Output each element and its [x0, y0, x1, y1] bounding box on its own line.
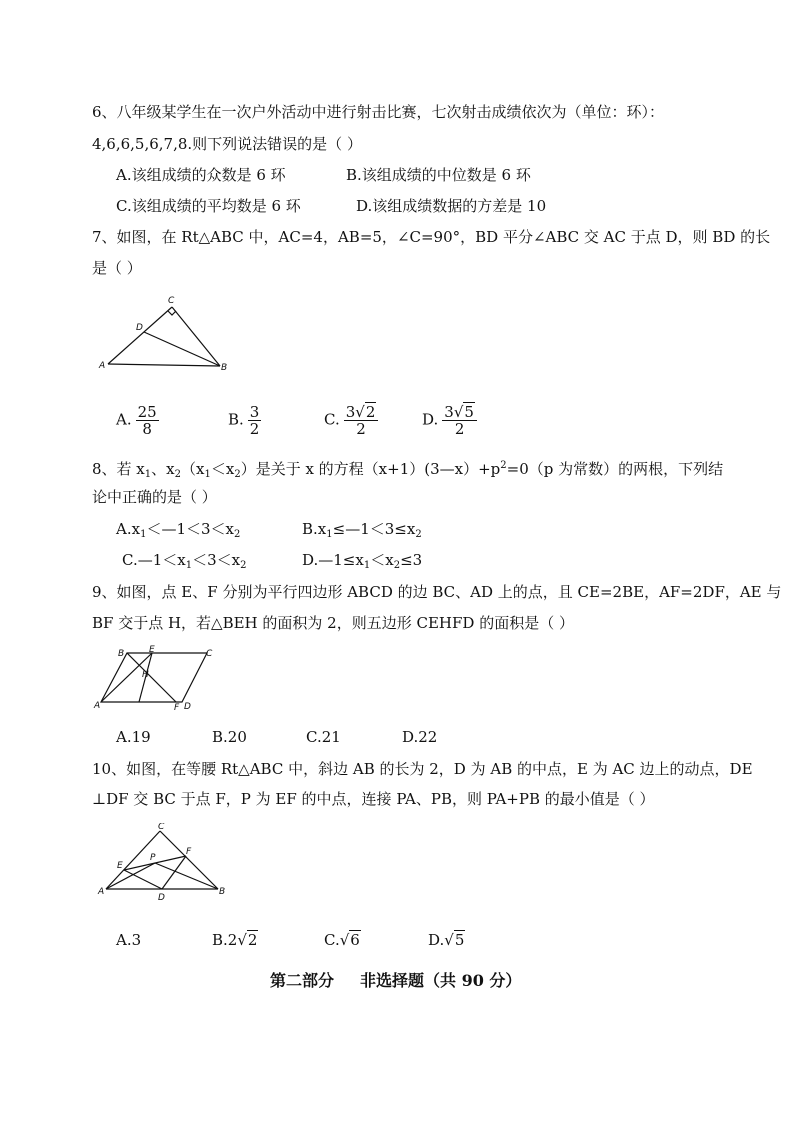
q10-label-c: C — [158, 823, 165, 832]
q7-option-a: A. $\frac{25}{8}$ — [116, 403, 157, 438]
q10-triangle-figure — [94, 823, 234, 903]
q8-option-a: $A.x_1<—1<3<x_2$ — [116, 520, 241, 540]
q6-option-d: D.该组成绩数据的方差是 10 — [356, 197, 547, 215]
q10-option-a: A.3 — [116, 931, 142, 949]
q9-option-a: A.19 — [116, 728, 151, 746]
q9-label-a: A — [94, 701, 101, 711]
q7-triangle-figure — [96, 292, 236, 377]
q7-label-a: A — [99, 361, 106, 371]
q9-option-d: D.22 — [402, 728, 438, 746]
q8-option-c: $C.—1<x_1<3<x_2$ — [122, 551, 247, 571]
q7-option-c: C. $\frac{3√2}{2}$ — [324, 404, 378, 437]
q6-stem-line1: 6、八年级某学生在一次户外活动中进行射击比赛，七次射击成绩依次为（单位：环）： — [92, 103, 665, 121]
q9-label-b: B — [118, 649, 125, 659]
q9-option-b: B.20 — [212, 728, 247, 746]
q7-label-d: D — [136, 323, 143, 333]
q6-option-b: B.该组成绩的中位数是 6 环 — [346, 166, 531, 184]
q8-option-d: $D.—1\le x_1<x_2\le 3$ — [302, 551, 423, 571]
q7-option-b: B. $\frac{3}{2}$ — [228, 403, 260, 438]
q9-label-h: H — [142, 670, 149, 680]
q10-stem-line2: ⊥DF 交 BC 于点 F，P 为 EF 的中点，连接 PA、PB，则 PA+PB 的最小值是（ ） — [92, 790, 655, 808]
q7-stem-line1: 7、如图，在 Rt△ABC 中，AC=4，AB=5，∠C=90°，BD 平分∠ABC 交 AC 于点 D，则 BD 的长 — [92, 228, 771, 246]
section-part-label: 第二部分 — [270, 971, 335, 990]
q10-label-a: A — [98, 887, 105, 897]
q7-stem-line2: 是（ ） — [92, 259, 142, 277]
q6-stem-line2: 4,6,6,5,6,7,8.则下列说法错误的是（ ） — [92, 135, 362, 153]
section-heading — [270, 971, 521, 991]
q9-option-c: C.21 — [306, 728, 341, 746]
q9-parallelogram-figure — [92, 644, 222, 712]
q9-label-d: D — [184, 702, 191, 712]
q9-stem-line1: 9、如图，点 E、F 分别为平行四边形 ABCD 的边 BC、AD 上的点，且 CE=2BE，AF=2DF，AE 与 — [92, 583, 782, 601]
q10-option-b: B.2√2 — [212, 931, 258, 949]
q8-stem-line2: 论中正确的是（ ） — [92, 488, 217, 506]
q10-option-d: D.√5 — [428, 931, 465, 949]
q9-label-e: E — [149, 645, 155, 655]
q10-label-f: F — [186, 847, 192, 857]
q10-label-e: E — [117, 861, 123, 871]
q8-option-b: $B.x_1\le—1<3\le x_2$ — [302, 520, 422, 540]
q10-option-c: C.√6 — [324, 931, 360, 949]
q10-stem-line1: 10、如图，在等腰 Rt△ABC 中，斜边 AB 的长为 2，D 为 AB 的中点，E 为 AC 边上的动点，DE — [92, 760, 753, 778]
q6-option-a: A.该组成绩的众数是 6 环 — [116, 166, 286, 184]
q10-label-d: D — [158, 893, 165, 903]
q9-stem-line2: BF 交于点 H，若△BEH 的面积为 2，则五边形 CEHFD 的面积是（ ） — [92, 614, 574, 632]
q6-option-c: C.该组成绩的平均数是 6 环 — [116, 197, 301, 215]
section-title: 非选择题（共 90 分） — [360, 971, 522, 990]
q7-option-d: D. $\frac{3√5}{2}$ — [422, 404, 477, 437]
q10-label-b: B — [219, 887, 226, 897]
q10-label-p: P — [150, 853, 156, 863]
q9-label-f: F — [174, 703, 180, 712]
q9-label-c: C — [206, 649, 213, 659]
q8-stem-line1: 8、若 $x_1$、$x_2(x_1<x_2)$是关于 x 的方程$(x+1)(3—x)+p^2=0(p$ 为常数）的两根，下列结 — [92, 460, 724, 480]
q7-label-c: C — [168, 296, 175, 306]
q7-label-b: B — [221, 363, 228, 373]
